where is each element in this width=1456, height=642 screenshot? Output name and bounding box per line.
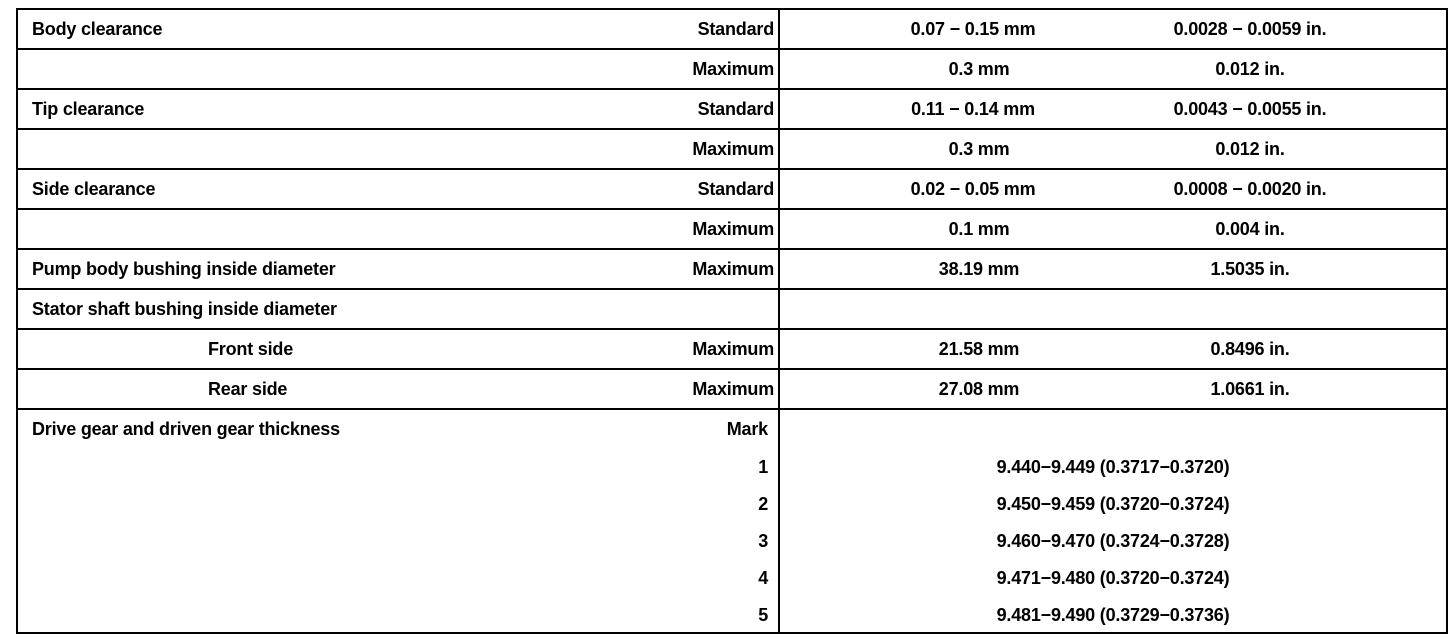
thickness-line bbox=[780, 448, 1446, 488]
table-row bbox=[16, 48, 1448, 88]
spec-qualifier: Maximum bbox=[692, 379, 774, 399]
spec-qualifier: Maximum bbox=[692, 59, 774, 79]
table-row bbox=[16, 208, 1448, 248]
value-cell bbox=[780, 90, 1446, 128]
table-row bbox=[16, 368, 1448, 408]
value-in: 0.0043 − 0.0055 in. bbox=[1173, 99, 1327, 119]
spec-qualifier: Standard bbox=[697, 19, 774, 39]
spec-cell bbox=[18, 250, 778, 288]
spec-cell bbox=[18, 90, 778, 128]
spec-cell bbox=[18, 290, 778, 328]
mark-line bbox=[18, 485, 778, 525]
spec-qualifier: Maximum bbox=[692, 219, 774, 239]
thickness-value: 9.440−9.449 (0.3717−0.3720) bbox=[996, 457, 1230, 477]
table-row bbox=[16, 8, 1448, 48]
value-mm: 0.02 − 0.05 mm bbox=[910, 179, 1036, 199]
spec-label: Body clearance bbox=[32, 19, 163, 39]
value-in: 0.012 in. bbox=[1215, 59, 1285, 79]
value-in: 1.0661 in. bbox=[1210, 379, 1290, 399]
table-row bbox=[16, 248, 1448, 288]
spec-cell bbox=[18, 330, 778, 368]
value-mm: 0.07 − 0.15 mm bbox=[910, 19, 1036, 39]
thickness-value: 9.460−9.470 (0.3724−0.3728) bbox=[996, 531, 1230, 551]
spec-cell bbox=[18, 170, 778, 208]
mark-line bbox=[18, 596, 778, 636]
spec-label: Rear side bbox=[208, 379, 288, 399]
spec-table bbox=[16, 8, 1448, 634]
mark-number: 1 bbox=[758, 457, 768, 477]
gear-thickness-row bbox=[16, 408, 1448, 634]
thickness-value: 9.471−9.480 (0.3720−0.3724) bbox=[996, 568, 1230, 588]
spec-qualifier: Maximum bbox=[692, 139, 774, 159]
value-mm: 0.1 mm bbox=[948, 219, 1010, 239]
mark-number: 5 bbox=[758, 605, 768, 625]
value-mm: 0.3 mm bbox=[948, 59, 1010, 79]
thickness-value: 9.450−9.459 (0.3720−0.3724) bbox=[996, 494, 1230, 514]
thickness-value: 9.481−9.490 (0.3729−0.3736) bbox=[996, 605, 1230, 625]
value-mm: 27.08 mm bbox=[938, 379, 1020, 399]
value-in: 0.0008 − 0.0020 in. bbox=[1173, 179, 1327, 199]
table-row bbox=[16, 288, 1448, 328]
mark-line bbox=[18, 559, 778, 599]
mark-number: 3 bbox=[758, 531, 768, 551]
value-mm: 21.58 mm bbox=[938, 339, 1020, 359]
spec-cell bbox=[18, 410, 778, 632]
value-cell bbox=[780, 130, 1446, 168]
value-mm: 38.19 mm bbox=[938, 259, 1020, 279]
spec-qualifier: Standard bbox=[697, 99, 774, 119]
mark-header: Mark bbox=[726, 419, 768, 439]
spec-label: Pump body bushing inside diameter bbox=[32, 259, 336, 279]
value-in: 0.012 in. bbox=[1215, 139, 1285, 159]
mark-number: 2 bbox=[758, 494, 768, 514]
spec-qualifier: Maximum bbox=[692, 259, 774, 279]
spec-cell bbox=[18, 210, 778, 248]
spec-label: Front side bbox=[208, 339, 294, 359]
value-cell bbox=[780, 330, 1446, 368]
spec-label: Drive gear and driven gear thickness bbox=[32, 419, 340, 439]
table-row bbox=[16, 328, 1448, 368]
value-in: 0.004 in. bbox=[1215, 219, 1285, 239]
value-cell bbox=[780, 50, 1446, 88]
value-in: 1.5035 in. bbox=[1210, 259, 1290, 279]
thickness-line bbox=[780, 485, 1446, 525]
spec-cell bbox=[18, 370, 778, 408]
spec-label: Stator shaft bushing inside diameter bbox=[32, 299, 337, 319]
mark-line bbox=[18, 448, 778, 488]
gear-header-line bbox=[18, 410, 778, 450]
value-in: 0.8496 in. bbox=[1210, 339, 1290, 359]
spec-cell bbox=[18, 10, 778, 48]
mark-number: 4 bbox=[758, 568, 768, 588]
value-cell bbox=[780, 370, 1446, 408]
mark-line bbox=[18, 522, 778, 562]
table-row bbox=[16, 128, 1448, 168]
spec-label: Tip clearance bbox=[32, 99, 145, 119]
value-cell bbox=[780, 250, 1446, 288]
table-row bbox=[16, 168, 1448, 208]
spec-label: Side clearance bbox=[32, 179, 156, 199]
value-cell bbox=[780, 210, 1446, 248]
value-in: 0.0028 − 0.0059 in. bbox=[1173, 19, 1327, 39]
thickness-line bbox=[780, 522, 1446, 562]
value-cell bbox=[780, 170, 1446, 208]
value-cell bbox=[780, 10, 1446, 48]
spec-cell bbox=[18, 50, 778, 88]
value-mm: 0.3 mm bbox=[948, 139, 1010, 159]
table-row bbox=[16, 88, 1448, 128]
value-cell bbox=[780, 410, 1446, 632]
value-mm: 0.11 − 0.14 mm bbox=[911, 99, 1035, 119]
thickness-line bbox=[780, 559, 1446, 599]
value-cell bbox=[780, 290, 1446, 328]
thickness-line bbox=[780, 596, 1446, 636]
spec-qualifier: Standard bbox=[697, 179, 774, 199]
spec-qualifier: Maximum bbox=[692, 339, 774, 359]
spec-cell bbox=[18, 130, 778, 168]
